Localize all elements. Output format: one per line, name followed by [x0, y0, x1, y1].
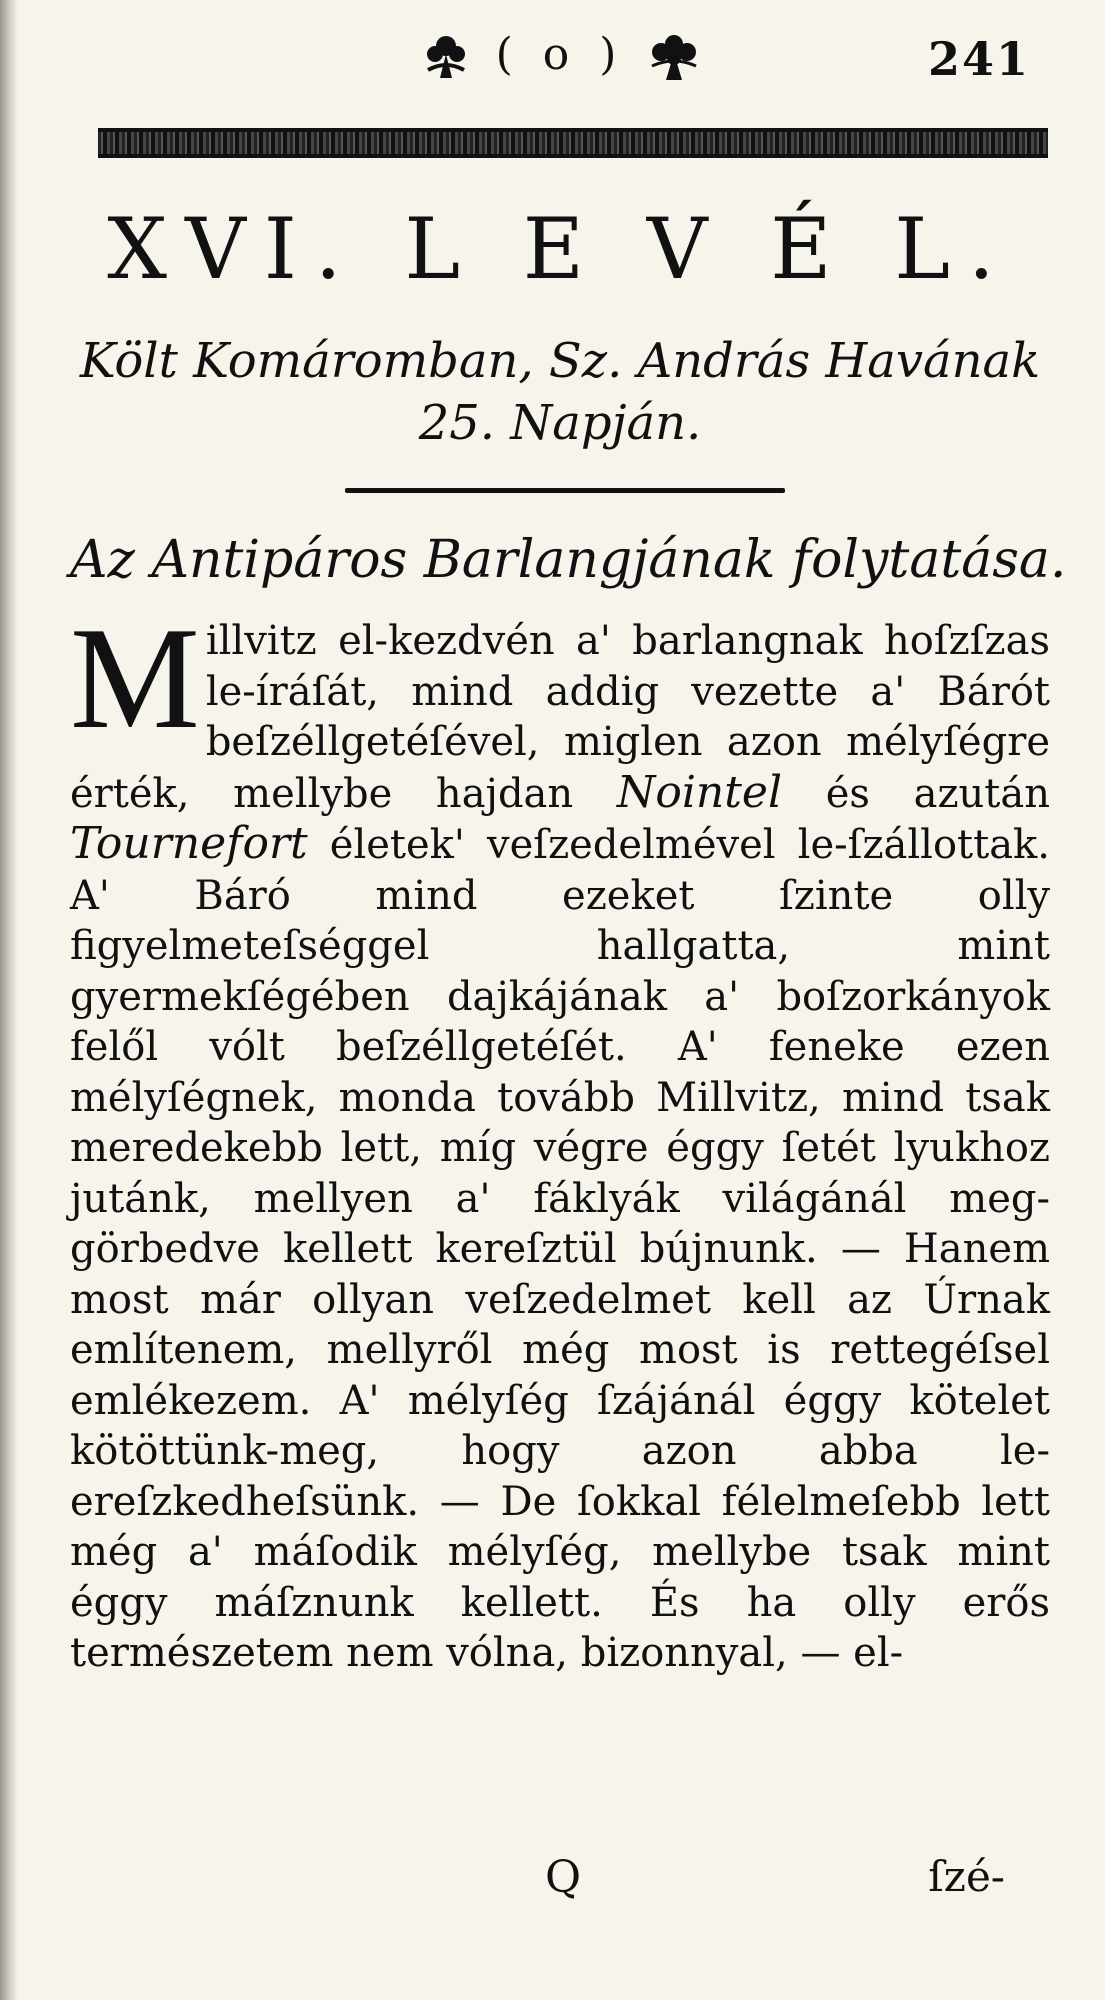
header-ornament-group	[370, 14, 750, 94]
catchword: ſzé-	[928, 1852, 1005, 1901]
page-header	[70, 14, 1050, 104]
page-number: 241	[927, 32, 1030, 86]
place-date	[70, 330, 1050, 454]
floral-ornament-right-icon	[646, 26, 702, 82]
person-name-nointel: Nointel	[616, 766, 783, 818]
body-paragraph-part-2: és azután	[782, 770, 1050, 817]
person-name-tournefort: Tournefort	[70, 818, 308, 869]
floral-ornament-left-icon	[418, 26, 474, 82]
letter-title: XVI. L E V É L.	[107, 200, 1013, 298]
gathering-signature: Q	[545, 1852, 582, 1903]
page-binding-edge	[0, 0, 18, 2000]
short-divider-rule	[345, 488, 785, 493]
page-footer	[70, 1852, 1050, 1912]
header-signature-mark: ( o )	[495, 28, 625, 80]
book-page	[70, 0, 1067, 2000]
body-paragraph-part-3: életek' veſzedelmével le-ſzállottak. A' Báró mind ezeket ſzinte olly figyelmeteſséggel hallgatta, mint gyermekſégében dajkájának a' boſzorkányok felől vólt beſzéllgetéſét. A' feneke ezen mélyſégnek, monda tovább Millvitz, mind tsak meredekebb lett, míg végre éggy ſetét lyukhoz jutánk, mellyen a' fáklyák világánál meg-görbedve kellett kereſztül bújnunk. — Hanem most már ollyan veſzedelmet kell az Úrnak említenem, mellyről még most is rettegéſsel emlékezem. A' mélyſég ſzájánál éggy kötelet kötöttünk-meg, hogy azon abba le-ereſzkedheſsünk. — De ſokkal félelmeſebb lett még a' máſodik mélyſég, mellybe tsak mint éggy máſznunk kellett. És ha olly erős természetem nem vólna, bizonnyal, — el-	[70, 822, 1050, 1676]
decorative-rule	[98, 128, 1048, 158]
drop-cap: M	[70, 597, 200, 759]
section-heading: Az Antipáros Barlangjának folytatása.	[70, 530, 1067, 590]
body-text	[70, 597, 1050, 1679]
body-paragraph-part-1: illvitz el-kezdvén a' barlangnak hoſzſzas le-íráſát, mind addig vezette a' Bárót beſzéllgetéſével, miglen azon mélyſégre érték, mellybe hajdan	[70, 618, 1050, 817]
place-date-line-1: Költ Komáromban, Sz. András Havának	[79, 333, 1041, 389]
place-date-line-2: 25. Napján.	[418, 395, 702, 451]
